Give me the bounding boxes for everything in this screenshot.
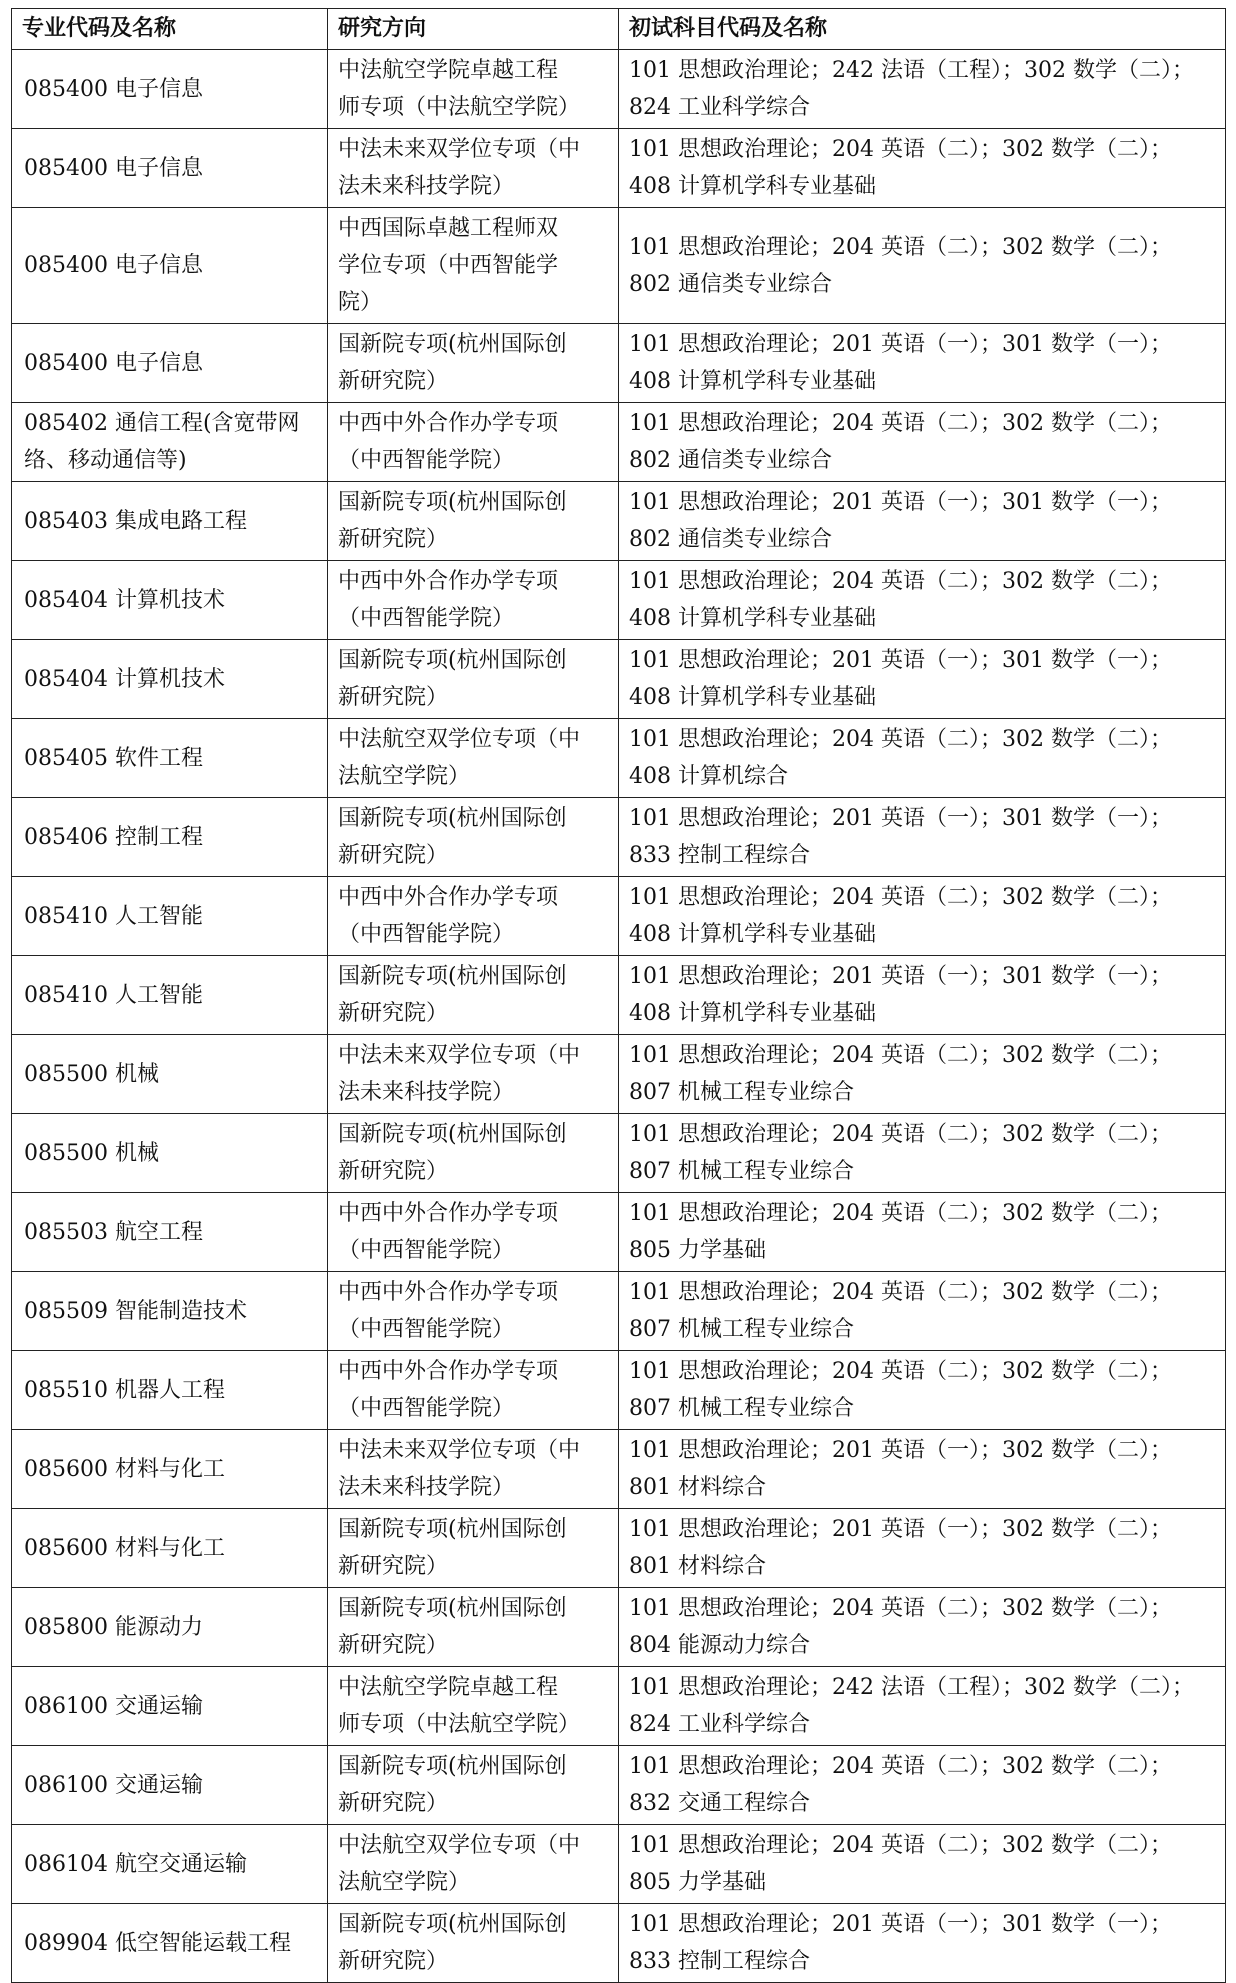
subjects-cell <box>619 1825 1226 1904</box>
direction-line: 法未来科技学院） <box>338 1080 515 1105</box>
table-row <box>12 719 1226 798</box>
subjects-line: 101 思想政治理论；204 英语（二）；302 数学（二）； <box>629 1280 1172 1305</box>
subjects-line: 833 控制工程综合 <box>629 1949 810 1974</box>
major-text: 085503 航空工程 <box>24 1219 203 1245</box>
direction-cell <box>328 324 619 403</box>
direction-cell <box>328 129 619 208</box>
direction-line: 法未来科技学院） <box>338 174 515 199</box>
major-cell <box>12 1904 328 1983</box>
subjects-line: 807 机械工程专业综合 <box>629 1159 854 1184</box>
subjects-line: 101 思想政治理论；204 英语（二）；302 数学（二）； <box>629 1359 1172 1384</box>
subjects-line: 804 能源动力综合 <box>629 1633 810 1658</box>
direction-line: 新研究院） <box>338 1159 449 1184</box>
direction-line: （中西智能学院） <box>338 448 515 473</box>
subjects-line: 101 思想政治理论；204 英语（二）；302 数学（二）； <box>629 411 1172 436</box>
subjects-line: 101 思想政治理论；204 英语（二）；302 数学（二）； <box>629 1043 1172 1068</box>
major-line: 络、移动通信等) <box>24 448 187 473</box>
major-cell <box>12 129 328 208</box>
major-text: 085600 材料与化工 <box>24 1535 225 1561</box>
subjects-cell <box>619 640 1226 719</box>
direction-line: 国新院专项(杭州国际创 <box>338 964 567 989</box>
subjects-cell <box>619 1430 1226 1509</box>
major-text: 085404 计算机技术 <box>24 666 225 692</box>
table-row <box>12 1430 1226 1509</box>
major-cell <box>12 1272 328 1351</box>
direction-line: 国新院专项(杭州国际创 <box>338 1122 567 1147</box>
direction-line: （中西智能学院） <box>338 1317 515 1342</box>
subjects-line: 101 思想政治理论；204 英语（二）；302 数学（二）； <box>629 1122 1172 1147</box>
subjects-cell <box>619 1351 1226 1430</box>
subjects-cell <box>619 324 1226 403</box>
table-row <box>12 1904 1226 1983</box>
subjects-line: 408 计算机学科专业基础 <box>629 1001 876 1026</box>
subjects-line: 101 思想政治理论；201 英语（一）；302 数学（二）； <box>629 1438 1172 1463</box>
direction-cell <box>328 1114 619 1193</box>
major-cell <box>12 482 328 561</box>
direction-line: 国新院专项(杭州国际创 <box>338 648 567 673</box>
subjects-cell <box>619 798 1226 877</box>
major-text: 085400 电子信息 <box>24 76 203 102</box>
direction-line: 学位专项（中西智能学 <box>338 253 559 278</box>
subjects-line: 824 工业科学综合 <box>629 95 810 120</box>
major-text: 085403 集成电路工程 <box>24 508 247 534</box>
table-row <box>12 1746 1226 1825</box>
subjects-line: 101 思想政治理论；204 英语（二）；302 数学（二）； <box>629 1833 1172 1858</box>
direction-line: 中西中外合作办学专项 <box>338 1201 559 1226</box>
major-cell <box>12 1509 328 1588</box>
major-cell <box>12 719 328 798</box>
subjects-line: 801 材料综合 <box>629 1475 766 1500</box>
direction-line: 国新院专项(杭州国际创 <box>338 1517 567 1542</box>
direction-line: 国新院专项(杭州国际创 <box>338 1754 567 1779</box>
table-row <box>12 561 1226 640</box>
direction-cell <box>328 1509 619 1588</box>
direction-line: 新研究院） <box>338 685 449 710</box>
major-text: 086104 航空交通运输 <box>24 1851 247 1877</box>
subjects-line: 101 思想政治理论；201 英语（一）；301 数学（一）； <box>629 964 1172 989</box>
subjects-cell <box>619 482 1226 561</box>
subjects-line: 408 计算机学科专业基础 <box>629 369 876 394</box>
subjects-cell <box>619 1114 1226 1193</box>
direction-line: 中法航空双学位专项（中 <box>338 1833 581 1858</box>
admissions-table <box>11 8 1226 1983</box>
subjects-line: 408 计算机学科专业基础 <box>629 685 876 710</box>
subjects-cell <box>619 1272 1226 1351</box>
subjects-line: 802 通信类专业综合 <box>629 527 832 552</box>
direction-cell <box>328 1035 619 1114</box>
direction-line: 师专项（中法航空学院） <box>338 95 581 120</box>
subjects-line: 805 力学基础 <box>629 1870 766 1895</box>
direction-cell <box>328 1193 619 1272</box>
table-row <box>12 324 1226 403</box>
direction-cell <box>328 482 619 561</box>
major-cell <box>12 1351 328 1430</box>
major-cell <box>12 1430 328 1509</box>
direction-line: 中西中外合作办学专项 <box>338 411 559 436</box>
subjects-cell <box>619 1035 1226 1114</box>
direction-line: 法航空学院） <box>338 764 471 789</box>
table-row <box>12 1193 1226 1272</box>
subjects-cell <box>619 877 1226 956</box>
subjects-cell <box>619 1746 1226 1825</box>
major-text: 085400 电子信息 <box>24 253 203 278</box>
subjects-line: 101 思想政治理论；204 英语（二）；302 数学（二）； <box>629 1201 1172 1226</box>
major-text: 085410 人工智能 <box>24 903 203 929</box>
table-row <box>12 1035 1226 1114</box>
major-cell <box>12 1035 328 1114</box>
subjects-cell <box>619 1509 1226 1588</box>
direction-line: 中西国际卓越工程师双 <box>338 216 559 241</box>
direction-line: 新研究院） <box>338 1633 449 1658</box>
table-row <box>12 1272 1226 1351</box>
subjects-line: 101 思想政治理论；204 英语（二）；302 数学（二）； <box>629 885 1172 910</box>
direction-cell <box>328 877 619 956</box>
direction-cell <box>328 798 619 877</box>
direction-line: 院） <box>338 290 383 315</box>
table-row <box>12 1588 1226 1667</box>
direction-cell <box>328 1667 619 1746</box>
subjects-line: 807 机械工程专业综合 <box>629 1080 854 1105</box>
table-row <box>12 640 1226 719</box>
subjects-line: 101 思想政治理论；201 英语（一）；301 数学（一）； <box>629 806 1172 831</box>
subjects-line: 101 思想政治理论；201 英语（一）；301 数学（一）； <box>629 1912 1172 1937</box>
direction-line: 国新院专项(杭州国际创 <box>338 806 567 831</box>
major-cell <box>12 403 328 482</box>
direction-line: 国新院专项(杭州国际创 <box>338 490 567 515</box>
major-cell <box>12 561 328 640</box>
subjects-line: 807 机械工程专业综合 <box>629 1396 854 1421</box>
table-row <box>12 798 1226 877</box>
major-cell <box>12 640 328 719</box>
subjects-line: 101 思想政治理论；201 英语（一）；301 数学（一）； <box>629 332 1172 357</box>
direction-line: 中西中外合作办学专项 <box>338 569 559 594</box>
major-cell <box>12 50 328 129</box>
direction-line: 中法航空学院卓越工程 <box>338 1675 559 1700</box>
subjects-line: 101 思想政治理论；204 英语（二）；302 数学（二）； <box>629 137 1172 162</box>
direction-line: 新研究院） <box>338 1001 449 1026</box>
subjects-line: 805 力学基础 <box>629 1238 766 1263</box>
direction-line: 法未来科技学院） <box>338 1475 515 1500</box>
subjects-line: 408 计算机学科专业基础 <box>629 922 876 947</box>
major-text: 085410 人工智能 <box>24 982 203 1008</box>
subjects-line: 807 机械工程专业综合 <box>629 1317 854 1342</box>
direction-line: 国新院专项(杭州国际创 <box>338 332 567 357</box>
table-row <box>12 482 1226 561</box>
direction-line: 中法未来双学位专项（中 <box>338 1438 581 1463</box>
direction-line: （中西智能学院） <box>338 1238 515 1263</box>
direction-line: 新研究院） <box>338 1949 449 1974</box>
major-text: 086100 交通运输 <box>24 1772 203 1798</box>
subjects-cell <box>619 208 1226 324</box>
direction-line: 新研究院） <box>338 369 449 394</box>
table-body <box>12 50 1226 1983</box>
major-cell <box>12 208 328 324</box>
subjects-line: 101 思想政治理论；204 英语（二）；302 数学（二）； <box>629 1754 1172 1779</box>
table-row <box>12 1509 1226 1588</box>
major-line: 085402 通信工程(含宽带网 <box>24 411 300 436</box>
major-cell <box>12 1667 328 1746</box>
direction-line: （中西智能学院） <box>338 1396 515 1421</box>
direction-cell <box>328 640 619 719</box>
subjects-cell <box>619 1588 1226 1667</box>
direction-line: 国新院专项(杭州国际创 <box>338 1596 567 1621</box>
subjects-line: 801 材料综合 <box>629 1554 766 1579</box>
header-direction: 研究方向 <box>328 9 619 50</box>
major-cell <box>12 1193 328 1272</box>
table-row <box>12 208 1226 324</box>
direction-cell <box>328 1904 619 1983</box>
major-text: 085400 电子信息 <box>24 155 203 181</box>
major-text: 085404 计算机技术 <box>24 587 225 613</box>
subjects-line: 802 通信类专业综合 <box>629 448 832 473</box>
subjects-line: 408 计算机综合 <box>629 764 788 789</box>
subjects-cell <box>619 1667 1226 1746</box>
table-row <box>12 50 1226 129</box>
header-major: 专业代码及名称 <box>12 9 328 50</box>
major-text: 085500 机械 <box>24 1140 159 1166</box>
direction-line: 国新院专项(杭州国际创 <box>338 1912 567 1937</box>
major-text: 085509 智能制造技术 <box>24 1298 247 1324</box>
direction-line: 新研究院） <box>338 1554 449 1579</box>
direction-cell <box>328 1746 619 1825</box>
subjects-line: 832 交通工程综合 <box>629 1791 810 1816</box>
major-cell <box>12 1588 328 1667</box>
subjects-line: 833 控制工程综合 <box>629 843 810 868</box>
direction-line: 法航空学院） <box>338 1870 471 1895</box>
subjects-line: 101 思想政治理论；201 英语（一）；302 数学（二）； <box>629 1517 1172 1542</box>
subjects-cell <box>619 1904 1226 1983</box>
major-text: 085600 材料与化工 <box>24 1456 225 1482</box>
direction-line: 新研究院） <box>338 843 449 868</box>
direction-cell <box>328 1588 619 1667</box>
table-row <box>12 1114 1226 1193</box>
table-row <box>12 1667 1226 1746</box>
direction-cell <box>328 1825 619 1904</box>
major-cell <box>12 798 328 877</box>
major-cell <box>12 1746 328 1825</box>
subjects-cell <box>619 719 1226 798</box>
major-cell <box>12 1825 328 1904</box>
subjects-cell <box>619 129 1226 208</box>
table-row <box>12 1351 1226 1430</box>
direction-cell <box>328 1351 619 1430</box>
direction-line: 新研究院） <box>338 527 449 552</box>
subjects-line: 101 思想政治理论；204 英语（二）；302 数学（二）； <box>629 569 1172 594</box>
major-cell <box>12 1114 328 1193</box>
subjects-line: 101 思想政治理论；204 英语（二）；302 数学（二）； <box>629 234 1172 260</box>
direction-cell <box>328 561 619 640</box>
major-text: 085406 控制工程 <box>24 824 203 850</box>
table-row <box>12 403 1226 482</box>
subjects-line: 101 思想政治理论；201 英语（一）；301 数学（一）； <box>629 648 1172 673</box>
major-cell <box>12 956 328 1035</box>
major-text: 089904 低空智能运载工程 <box>24 1930 291 1956</box>
direction-cell <box>328 403 619 482</box>
direction-cell <box>328 50 619 129</box>
direction-line: （中西智能学院） <box>338 922 515 947</box>
subjects-cell <box>619 403 1226 482</box>
major-text: 085400 电子信息 <box>24 350 203 376</box>
subjects-line: 101 思想政治理论；242 法语（工程）；302 数学（二）； <box>629 1675 1194 1700</box>
major-text: 085800 能源动力 <box>24 1614 203 1640</box>
direction-cell <box>328 208 619 324</box>
subjects-cell <box>619 561 1226 640</box>
direction-line: 中法航空学院卓越工程 <box>338 58 559 83</box>
subjects-line: 101 思想政治理论；201 英语（一）；301 数学（一）； <box>629 490 1172 515</box>
direction-line: 中法未来双学位专项（中 <box>338 1043 581 1068</box>
direction-line: （中西智能学院） <box>338 606 515 631</box>
header-row <box>12 9 1226 50</box>
major-cell <box>12 324 328 403</box>
header-subjects: 初试科目代码及名称 <box>619 9 1226 50</box>
major-text: 086100 交通运输 <box>24 1693 203 1719</box>
direction-line: 新研究院） <box>338 1791 449 1816</box>
table-row <box>12 129 1226 208</box>
table-row <box>12 1825 1226 1904</box>
major-text: 085405 软件工程 <box>24 745 203 771</box>
direction-line: 中法航空双学位专项（中 <box>338 727 581 752</box>
direction-line: 师专项（中法航空学院） <box>338 1712 581 1737</box>
direction-line: 中西中外合作办学专项 <box>338 885 559 910</box>
subjects-line: 408 计算机学科专业基础 <box>629 606 876 631</box>
subjects-line: 408 计算机学科专业基础 <box>629 174 876 199</box>
table-row <box>12 956 1226 1035</box>
direction-cell <box>328 956 619 1035</box>
subjects-cell <box>619 1193 1226 1272</box>
direction-line: 中西中外合作办学专项 <box>338 1280 559 1305</box>
subjects-line: 101 思想政治理论；242 法语（工程）；302 数学（二）； <box>629 58 1194 83</box>
major-cell <box>12 877 328 956</box>
subjects-line: 101 思想政治理论；204 英语（二）；302 数学（二）； <box>629 1596 1172 1621</box>
direction-cell <box>328 719 619 798</box>
direction-line: 中西中外合作办学专项 <box>338 1359 559 1384</box>
subjects-cell <box>619 956 1226 1035</box>
major-text: 085500 机械 <box>24 1061 159 1087</box>
subjects-cell <box>619 50 1226 129</box>
direction-cell <box>328 1272 619 1351</box>
subjects-line: 802 通信类专业综合 <box>629 271 832 297</box>
table-row <box>12 877 1226 956</box>
major-text: 085510 机器人工程 <box>24 1377 225 1403</box>
direction-line: 中法未来双学位专项（中 <box>338 137 581 162</box>
subjects-line: 824 工业科学综合 <box>629 1712 810 1737</box>
direction-cell <box>328 1430 619 1509</box>
subjects-line: 101 思想政治理论；204 英语（二）；302 数学（二）； <box>629 727 1172 752</box>
